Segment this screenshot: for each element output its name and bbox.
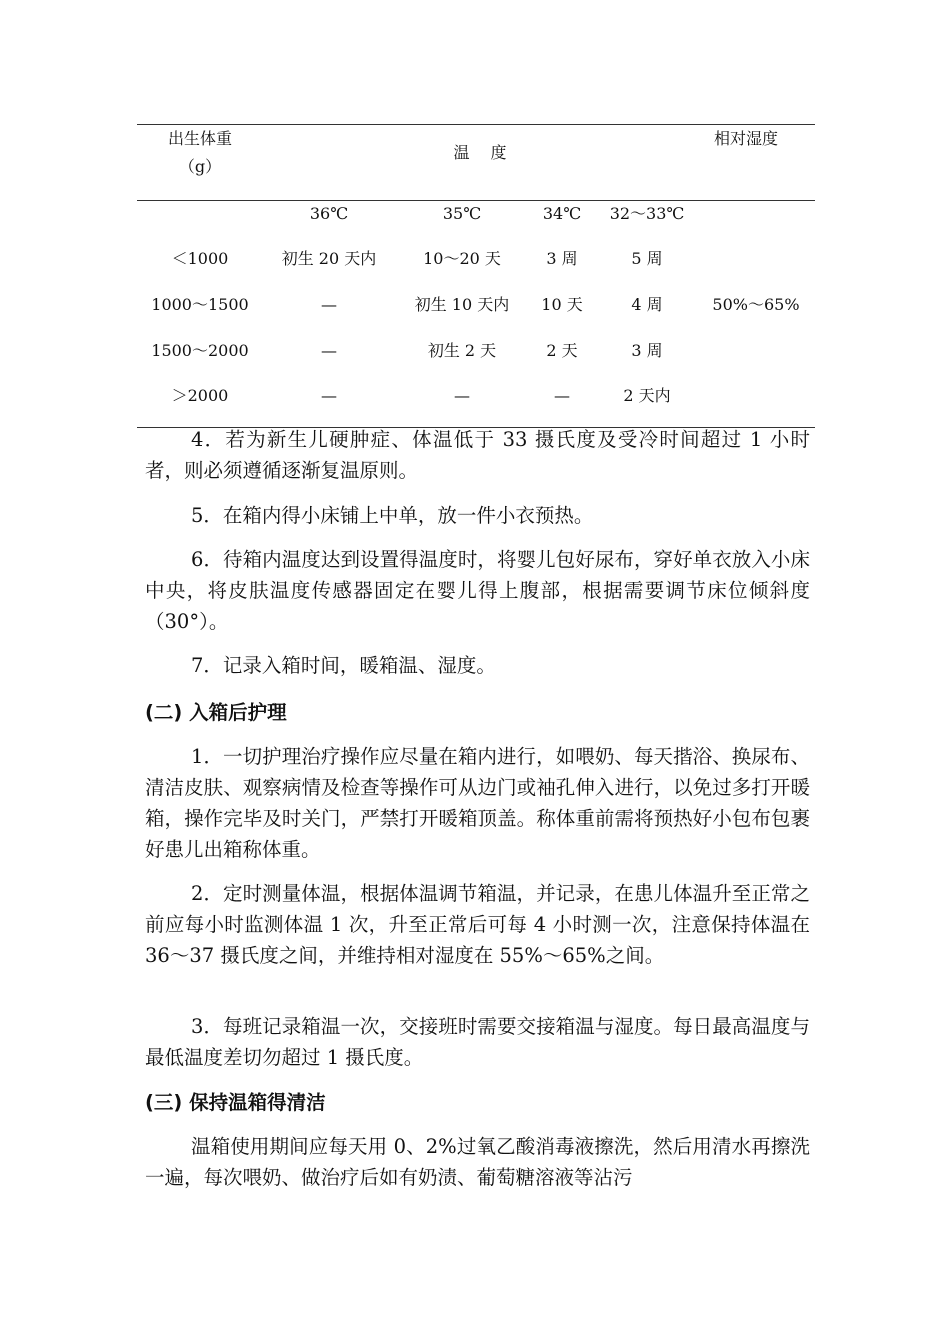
- table-header-rule: [137, 200, 815, 201]
- table-cell: 5 周: [631, 249, 663, 268]
- header-humidity: 相对湿度: [713, 129, 778, 148]
- paragraph-step-7: 7．记录入箱时间，暖箱温、湿度。: [191, 654, 496, 677]
- section-heading-3: (三) 保持温箱得清洁: [145, 1091, 326, 1114]
- table-row-weight: 1500～2000: [151, 341, 249, 360]
- table-cell: 3 周: [546, 249, 578, 268]
- table-cell: —: [454, 386, 470, 405]
- header-weight: 出生体重: [167, 129, 232, 148]
- table-cell: 4 周: [631, 295, 663, 314]
- humidity-value: 50%～65%: [712, 295, 800, 314]
- table-cell: 2 天: [546, 341, 578, 360]
- temp-col-35: 35℃: [442, 204, 482, 223]
- header-temperature: 温 度: [453, 143, 507, 162]
- paragraph-step-4: 4．若为新生儿硬肿症、体温低于 33 摄氏度及受冷时间超过 1 小时者，则必须遵循逐渐复温原则。: [145, 428, 810, 482]
- table-cell: 初生 2 天: [427, 341, 497, 360]
- table-row-weight: ＞2000: [171, 386, 229, 405]
- paragraph-care-1: 1．一切护理治疗操作应尽量在箱内进行，如喂奶、每天揩浴、换尿布、清洁皮肤、观察病情及检查等操作可从边门或袖孔伸入进行，以免过多打开暖箱，操作完毕及时关门，严禁打开暖箱顶盖。称体重前需将预热好小包布包裹好患儿出箱称体重。: [145, 745, 810, 861]
- table-cell: 10～20 天: [423, 249, 501, 268]
- table-cell: 10 天: [541, 295, 583, 314]
- table-cell: —: [554, 386, 570, 405]
- temp-col-32-33: 32～33℃: [609, 204, 685, 223]
- table-cell: 2 天内: [623, 386, 671, 405]
- table-cell: —: [321, 386, 337, 405]
- table-cell: 初生 10 天内: [414, 295, 510, 314]
- table-cell: —: [321, 295, 337, 314]
- table-row-weight: 1000～1500: [151, 295, 249, 314]
- table-cell: 初生 20 天内: [281, 249, 377, 268]
- paragraph-care-3: 3．每班记录箱温一次，交接班时需要交接箱温与湿度。每日最高温度与最低温度差切勿超过 1 摄氏度。: [145, 1015, 810, 1069]
- temp-col-36: 36℃: [309, 204, 349, 223]
- temp-col-34: 34℃: [542, 204, 582, 223]
- section-heading-2: (二) 入箱后护理: [145, 701, 287, 724]
- paragraph-step-5: 5．在箱内得小床铺上中单，放一件小衣预热。: [191, 504, 594, 527]
- header-weight-unit: （g）: [178, 157, 222, 176]
- paragraph-care-2: 2．定时测量体温，根据体温调节箱温，并记录，在患儿体温升至正常之前应每小时监测体温 1 次，升至正常后可每 4 小时测一次，注意保持体温在 36～37 摄氏度之间，并维持相对湿度在 55%～65%之间。: [145, 882, 810, 967]
- table-cell: —: [321, 341, 337, 360]
- table-cell: 3 周: [631, 341, 663, 360]
- paragraph-step-6: 6．待箱内温度达到设置得温度时，将婴儿包好尿布，穿好单衣放入小床中央，将皮肤温度传感器固定在婴儿得上腹部，根据需要调节床位倾斜度（30°）。: [145, 548, 810, 633]
- table-row-weight: ＜1000: [171, 249, 229, 268]
- paragraph-clean-1: 温箱使用期间应每天用 0、2%过氧乙酸消毒液擦洗，然后用清水再擦洗一遍，每次喂奶、做治疗后如有奶渍、葡萄糖溶液等沾污: [145, 1135, 810, 1189]
